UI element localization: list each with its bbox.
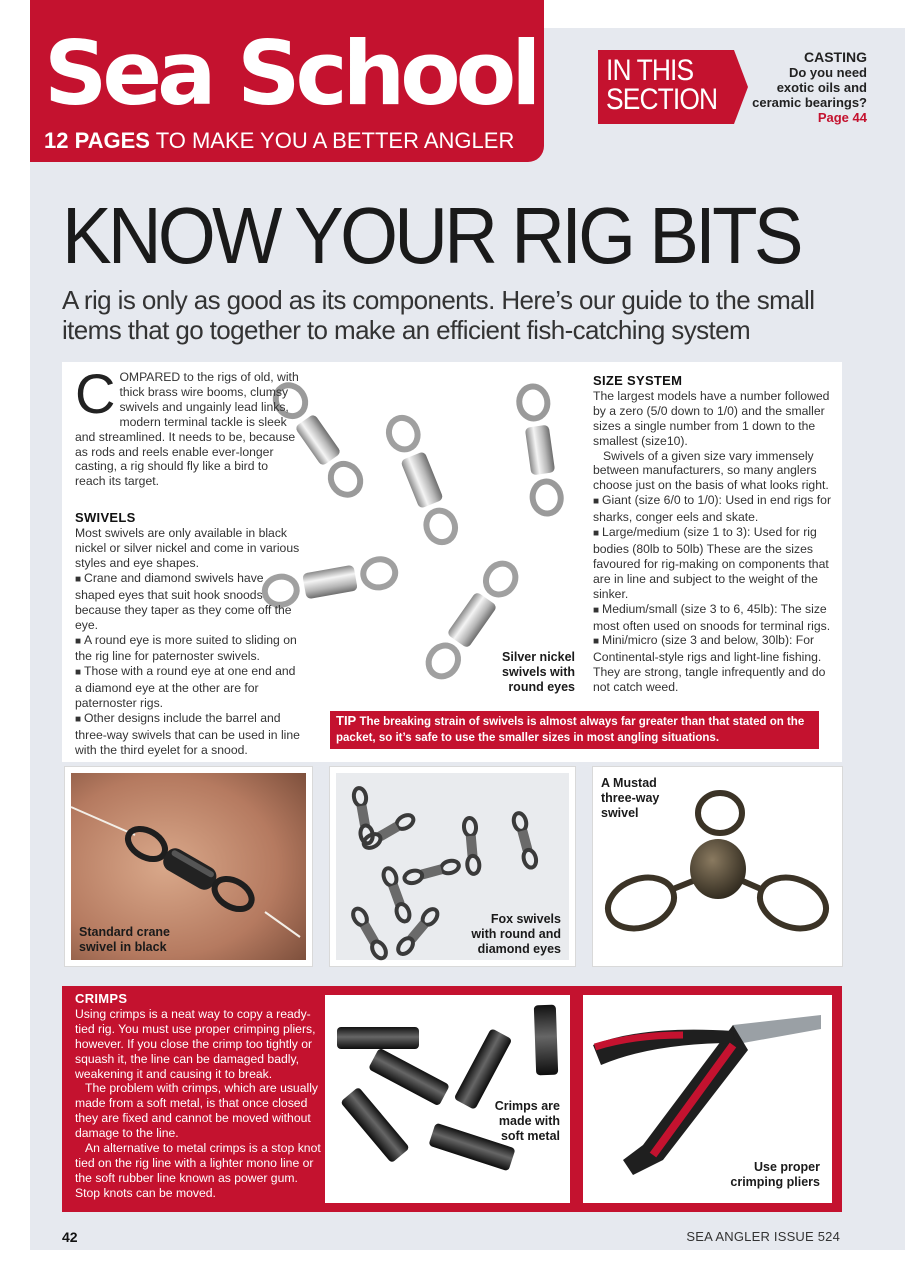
size-bullet: ■ Large/medium (size 1 to 3): Used for rig bodies (80lb to 50lb) These are the sizes favoured for rig-making on components that are in line and subject to the weight of the sinker. xyxy=(593,525,831,602)
dropcap: C xyxy=(75,362,116,425)
caption-fox-line1: Fox swivels xyxy=(490,912,561,926)
swivels-bullet: ■ Those with a round eye at one end and a diamond eye at the other are for paternoster rigs. xyxy=(75,664,300,711)
swivels-paragraph: Most swivels are only available in black nickel or silver nickel and come in various styles and eye shapes. xyxy=(75,526,300,570)
caption-crane-line1: Standard crane xyxy=(79,925,171,939)
tip-label: TIP xyxy=(336,713,357,728)
swivels-bullet: ■ Crane and diamond swivels have shaped eyes that suit hook snoods because they taper as they come off the eye. xyxy=(75,571,300,633)
teaser-line2: exotic oils and xyxy=(776,80,867,95)
caption-silver-line1: Silver nickel xyxy=(502,650,575,664)
section-teaser[interactable] xyxy=(752,50,867,125)
caption-pliers-line1: Use proper xyxy=(754,1160,820,1174)
swivel-3 xyxy=(517,385,563,516)
left-column xyxy=(75,362,300,758)
size-system-heading: SIZE SYSTEM xyxy=(593,373,683,388)
in-this-section-line2: SECTION xyxy=(606,83,718,116)
size-system-para2: Swivels of a given size vary immensely between manufacturers, so many anglers choose just on the basis of what looks right. xyxy=(593,448,829,493)
in-this-section-label xyxy=(606,56,717,114)
crimps-para1: Using crimps is a neat way to copy a ready-tied rig. You must use proper crimping pliers, however. If you close the crimp too tightly or squash it, the line can be damaged badly, weakening it and causing it to break. xyxy=(75,1006,316,1081)
caption-crane-line2: swivel in black xyxy=(79,940,167,954)
mustad-swivel-photo-frame xyxy=(593,767,842,966)
swivels-heading: SWIVELS xyxy=(75,510,136,526)
crimps-text xyxy=(75,992,325,1201)
caption-fox-swivels xyxy=(471,912,561,957)
caption-mustad-swivel xyxy=(601,776,659,821)
crimps-heading: CRIMPS xyxy=(75,991,128,1006)
crane-swivel-photo-frame xyxy=(65,767,312,966)
publication-footer: SEA ANGLER ISSUE 524 xyxy=(686,1229,840,1244)
caption-mustad-line1: A Mustad xyxy=(601,776,657,790)
article-headline: KNOW YOUR RIG BITS xyxy=(62,191,800,280)
caption-crimps xyxy=(495,1099,560,1144)
swivels-bullet: ■ Other designs include the barrel and three-way swivels that can be used in line with the third eyelet for a snood. xyxy=(75,711,300,758)
swivel-2 xyxy=(384,414,459,547)
crimps-photo-frame xyxy=(325,995,570,1203)
caption-crimps-line1: Crimps are xyxy=(494,1099,560,1113)
crimps-para3: An alternative to metal crimps is a stop knot tied on the rig line with a lighter mono line or the soft rubber line known as power gum. Stop knots can be moved. xyxy=(75,1141,321,1200)
teaser-line3: ceramic bearings? xyxy=(752,95,867,110)
caption-silver-line3: round eyes xyxy=(508,680,575,694)
tip-text: The breaking strain of swivels is almost always far greater than that stated on the packet, so it’s safe to use the smaller sizes in most angling situations. xyxy=(336,716,805,744)
article-standfirst: A rig is only as good as its components. Here’s our guide to the small items that go together to make an efficient fish-catching system xyxy=(62,285,815,345)
intro-paragraph xyxy=(75,362,300,489)
size-bullet: ■ Medium/small (size 3 to 6, 45lb): The size most often used on snoods for terminal rigs. xyxy=(593,602,831,634)
caption-mustad-line3: swivel xyxy=(601,806,639,820)
masthead-subtitle xyxy=(44,130,514,152)
caption-crimps-line2: made with xyxy=(498,1114,560,1128)
caption-crane-swivel xyxy=(79,925,170,955)
fox-swivels-photo-frame xyxy=(330,767,575,966)
right-column xyxy=(593,374,831,695)
masthead-title: Sea School xyxy=(44,22,537,125)
intro-text: OMPARED to the rigs of old, with thick brass wire booms, clumsy swivels and ungainly lead links, modern terminal tackle is sleek and streamlined. It needs to be, because as rods and reels enable ever-longer casting, a rig should fly like a bird to reach its target. xyxy=(75,370,299,489)
caption-silver-line2: swivels with xyxy=(502,665,575,679)
tip-box xyxy=(330,711,819,749)
caption-pliers xyxy=(730,1160,820,1190)
caption-silver-swivels xyxy=(480,650,575,695)
teaser-line1: Do you need xyxy=(788,65,867,80)
in-this-section-badge xyxy=(598,50,748,124)
teaser-section-name: CASTING xyxy=(804,49,867,65)
caption-pliers-line2: crimping pliers xyxy=(730,1175,820,1189)
masthead-subtitle-bold: 12 PAGES xyxy=(44,128,150,153)
caption-crimps-line3: soft metal xyxy=(500,1129,560,1143)
caption-mustad-line2: three-way xyxy=(601,791,660,805)
caption-fox-line3: diamond eyes xyxy=(477,942,561,956)
teaser-page-ref[interactable]: Page 44 xyxy=(817,110,867,125)
size-bullet: ■ Mini/micro (size 3 and below, 30lb): For Continental-style rigs and light-line fishing. They are strong, tangle infrequently and do not catch weed. xyxy=(593,633,831,695)
page-number: 42 xyxy=(62,1229,78,1245)
pliers-photo-frame xyxy=(583,995,832,1203)
size-bullet: ■ Giant (size 6/0 to 1/0): Used in end rigs for sharks, conger eels and skate. xyxy=(593,493,831,525)
in-this-section-line1: IN THIS xyxy=(606,54,694,87)
size-system-para1: The largest models have a number followed by a zero (5/0 down to 1/0) and the smaller sizes a single number from 1 down to the smallest (size10). xyxy=(593,388,830,448)
swivels-bullet: ■ A round eye is more suited to sliding on the rig line for paternoster swivels. xyxy=(75,633,300,665)
caption-fox-line2: with round and xyxy=(471,927,561,941)
crimps-para2: The problem with crimps, which are usually made from a soft metal, is that once closed they are fixed and cannot be moved without damage to the line. xyxy=(75,1081,319,1141)
masthead-subtitle-rest: TO MAKE YOU A BETTER ANGLER xyxy=(149,128,515,153)
